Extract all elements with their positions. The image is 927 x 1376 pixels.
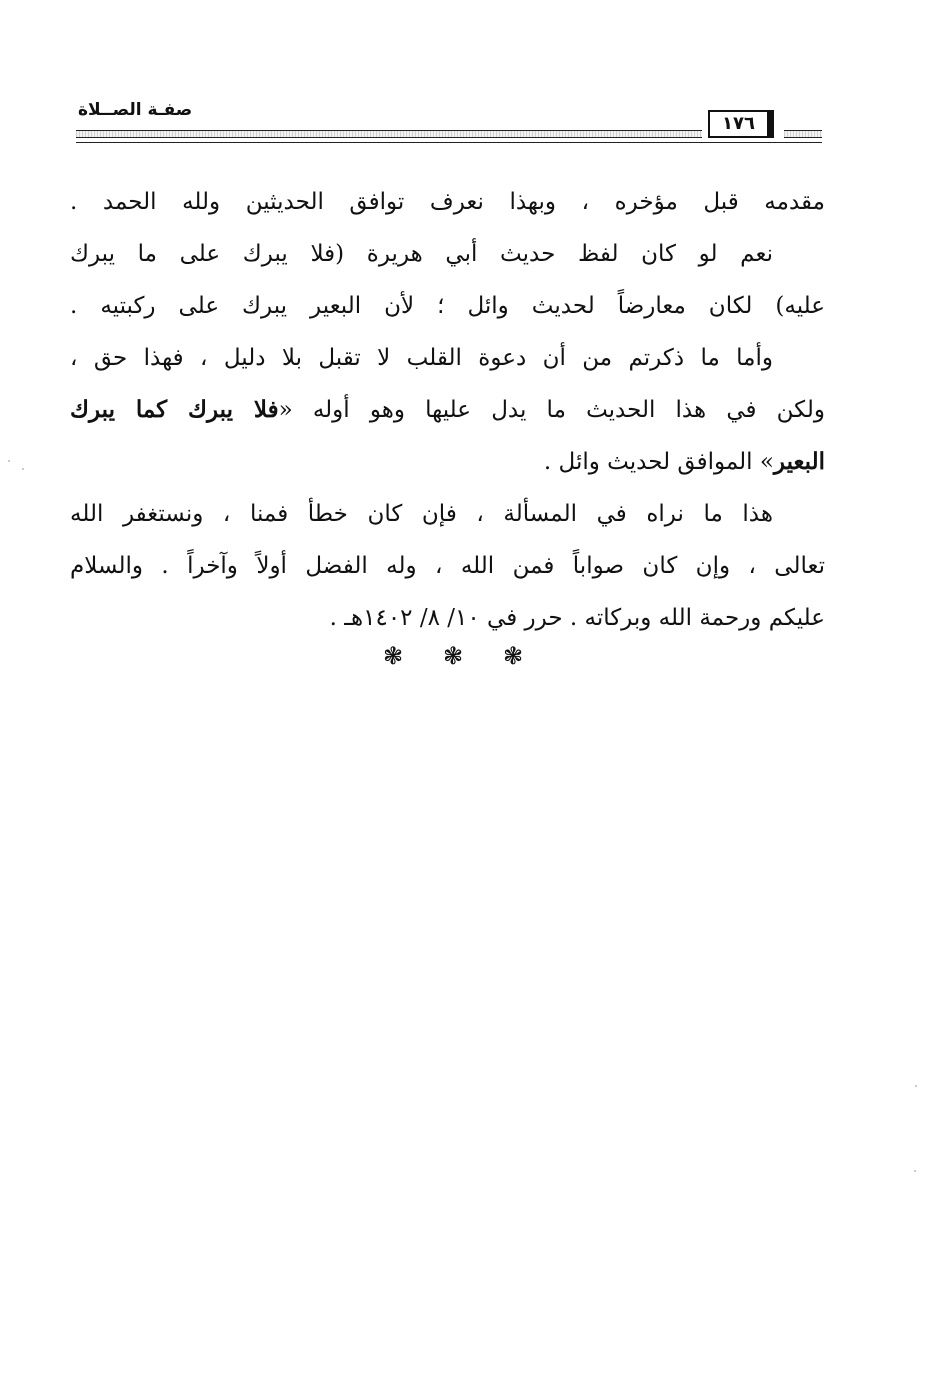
text-line-3: عليه) لكان معارضاً لحديث وائل ؛ لأن البعير يبرك على ركبتيه . — [70, 293, 825, 319]
text-line-7: هذا ما نراه في المسألة ، فإن كان خطأ فمنا ، ونستغفر الله — [70, 501, 773, 527]
running-head-title: صفـة الصــلاة — [78, 100, 193, 120]
scan-speck — [8, 460, 10, 462]
text-line-5-plain: ولكن في هذا الحديث ما يدل عليها وهو أوله « — [278, 397, 825, 423]
header-divider-line — [76, 142, 822, 143]
asterism-icon: ❃ — [442, 642, 464, 670]
hadith-quote-start: فلا يبرك كما يبرك — [70, 396, 279, 423]
scan-speck — [914, 1170, 916, 1172]
body-text — [70, 180, 825, 648]
text-line-4: وأما ما ذكرتم من أن دعوة القلب لا تقبل بلا دليل ، فهذا حق ، — [70, 345, 773, 371]
asterism-icon: ❃ — [502, 642, 524, 670]
section-end-ornament — [378, 636, 528, 676]
text-line-9: عليكم ورحمة الله وبركاته . حرر في ١٠/ ٨/ ١٤٠٢هـ . — [329, 605, 825, 631]
text-line-2: نعم لو كان لفظ حديث أبي هريرة (فلا يبرك على ما يبرك — [70, 241, 773, 267]
page-number: ١٧٦ — [708, 110, 774, 138]
text-line-6-rest: » الموافق لحديث وائل . — [543, 449, 774, 475]
text-line-8: تعالى ، وإن كان صواباً فمن الله ، وله الفضل أولاً وآخراً . والسلام — [70, 553, 825, 579]
hadith-quote-end: البعير — [773, 448, 825, 475]
text-line-1: مقدمه قبل مؤخره ، وبهذا نعرف توافق الحديثين ولله الحمد . — [70, 189, 825, 215]
header-ornamental-rule — [76, 130, 702, 138]
text-line-5 — [70, 388, 825, 440]
scan-speck — [915, 1085, 917, 1087]
header-ornamental-rule-right — [784, 130, 822, 138]
asterism-icon: ❃ — [382, 642, 404, 670]
page-header — [76, 96, 822, 152]
scan-speck — [22, 468, 24, 470]
text-line-6 — [70, 440, 825, 492]
